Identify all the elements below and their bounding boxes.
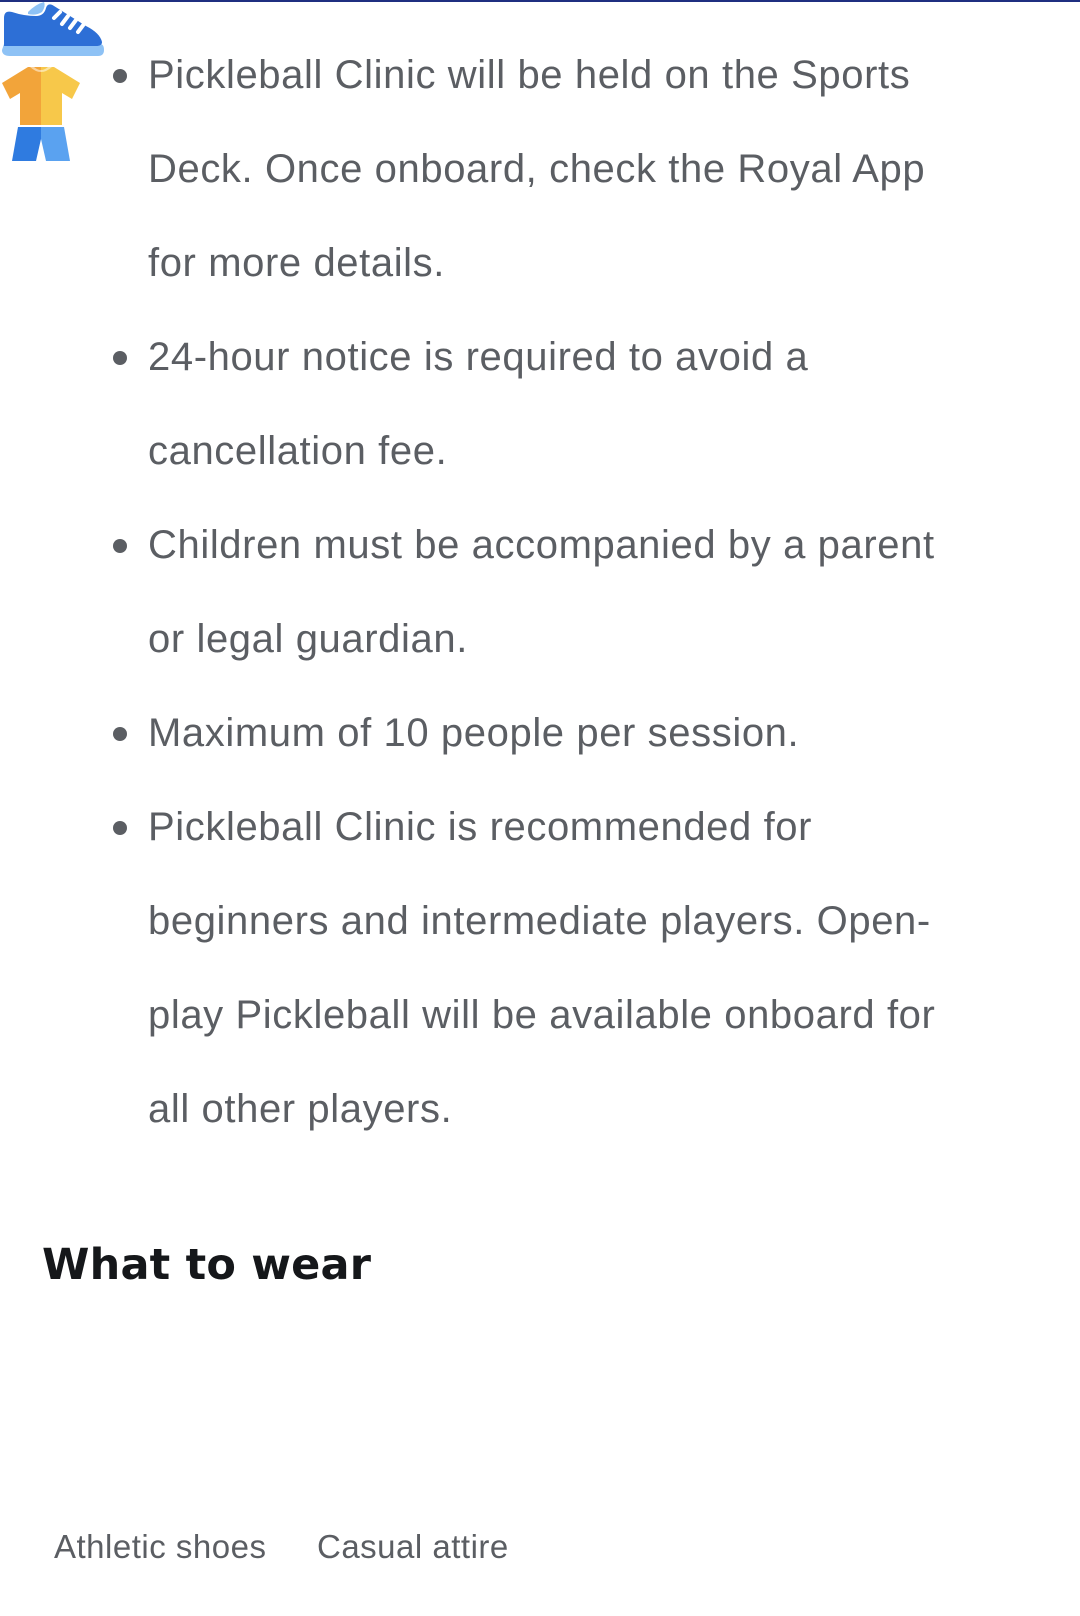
bullet-dot (113, 69, 127, 83)
bullet-dot (113, 821, 127, 835)
bullet-dot (113, 351, 127, 365)
note-text: Children must be accompanied by a parent or legal guardian. (148, 523, 935, 661)
note-item (0, 310, 1080, 498)
note-item (0, 28, 1080, 310)
note-text: 24-hour notice is required to avoid a cancellation fee. (148, 335, 809, 473)
top-divider (0, 0, 1080, 2)
bullet-dot (113, 727, 127, 741)
note-item (0, 498, 1080, 686)
note-text: Pickleball Clinic is recommended for beginners and intermediate players. Open-play Pickleball will be available onboard for all other players. (148, 805, 936, 1131)
note-text: Maximum of 10 people per session. (148, 711, 800, 755)
note-text: Pickleball Clinic will be held on the Sports Deck. Once onboard, check the Royal App for more details. (148, 53, 926, 285)
what-to-wear-heading: What to wear (42, 1240, 372, 1290)
note-item (0, 686, 1080, 780)
wear-label-casual-attire: Casual attire (317, 1528, 509, 1565)
notes-list (0, 28, 1080, 1156)
wear-label-athletic-shoes: Athletic shoes (54, 1528, 267, 1565)
bullet-dot (113, 539, 127, 553)
note-item (0, 780, 1080, 1156)
